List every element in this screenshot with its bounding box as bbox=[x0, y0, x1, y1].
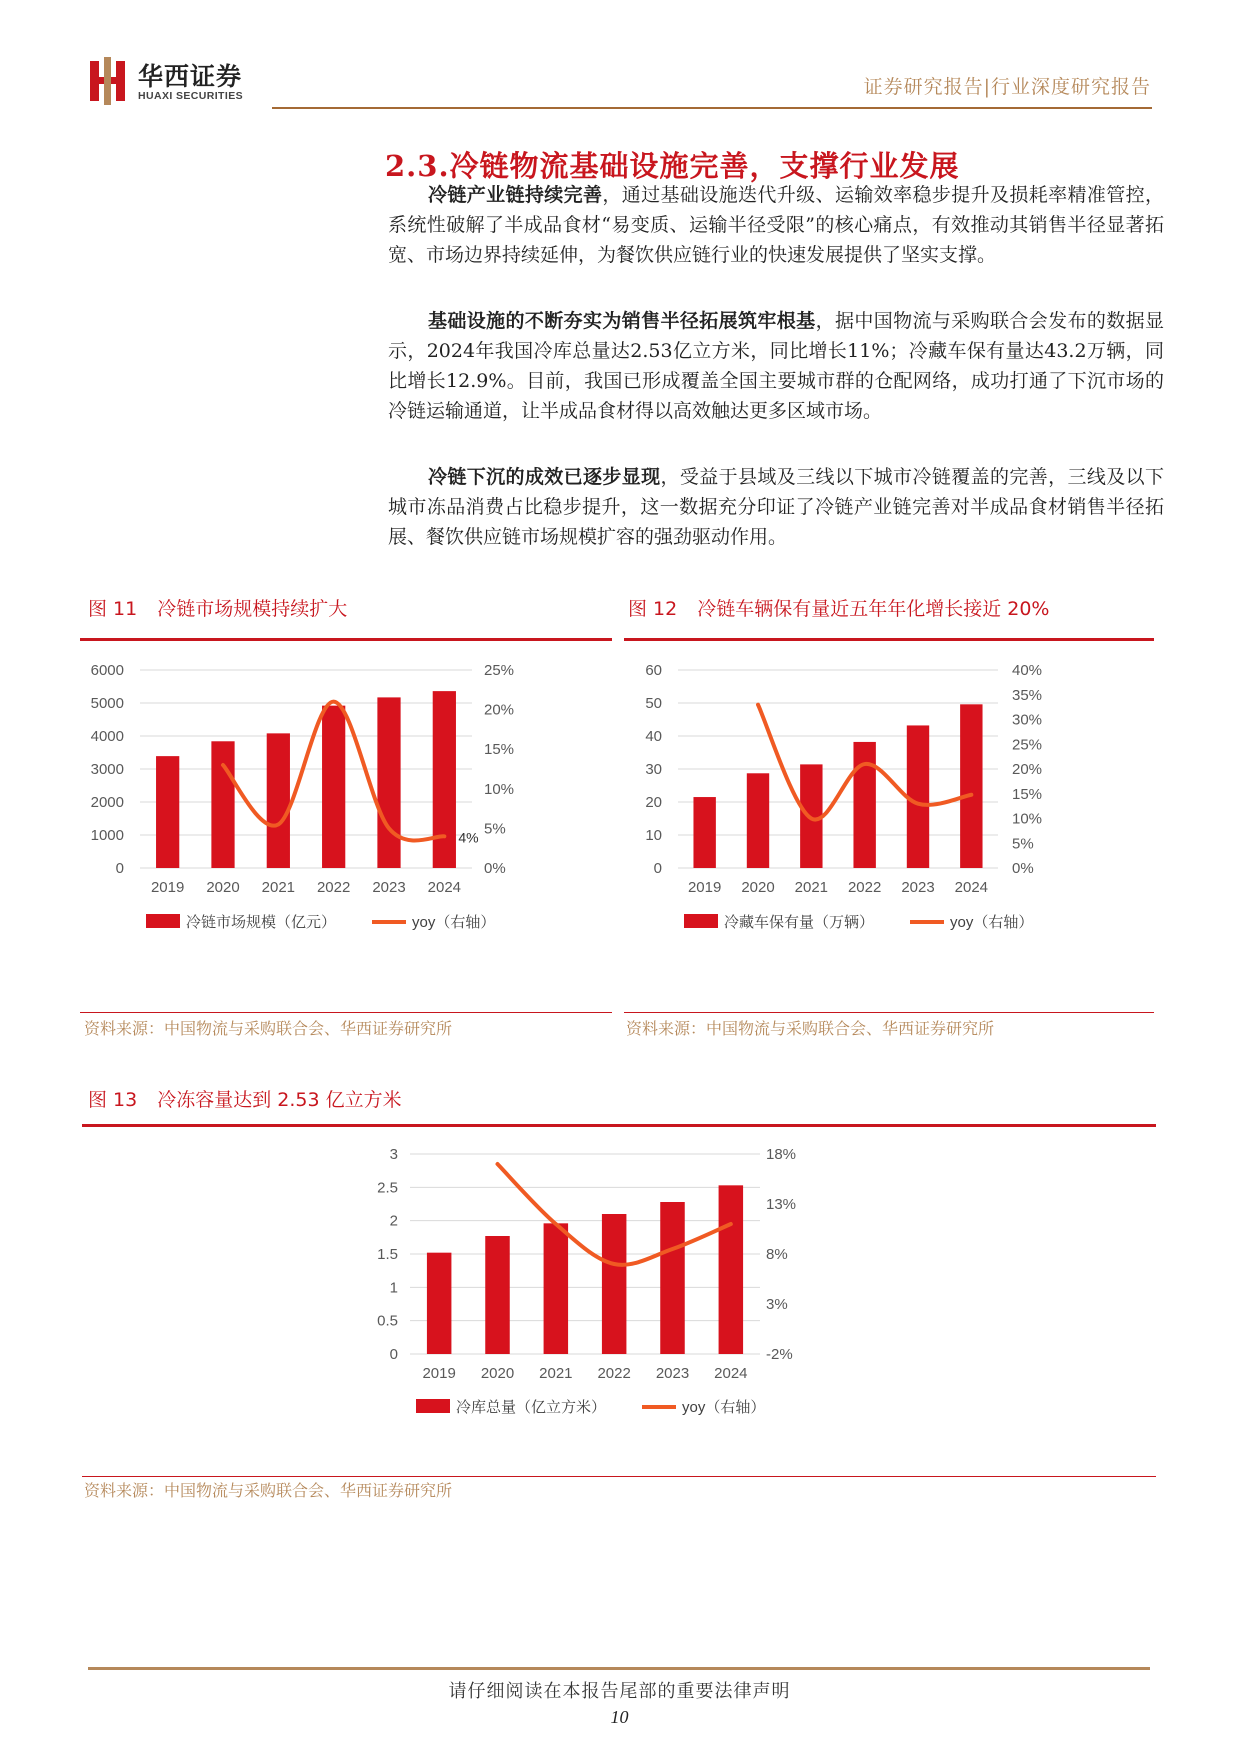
left-axis-tick-label: 2000 bbox=[90, 794, 124, 811]
x-axis-tick-label: 2021 bbox=[794, 879, 829, 896]
left-axis-tick-label: 4000 bbox=[90, 728, 124, 745]
bar bbox=[485, 1236, 510, 1354]
bar bbox=[433, 691, 456, 868]
x-axis-tick-label: 2022 bbox=[316, 879, 351, 896]
bar bbox=[693, 797, 715, 868]
figure-12-source: 资料来源：中国物流与采购联合会、华西证券研究所 bbox=[626, 1019, 995, 1038]
right-axis-tick-label: 5% bbox=[484, 820, 506, 838]
legend-line-label: yoy（右轴） bbox=[412, 914, 496, 931]
left-axis-tick-label: 10 bbox=[645, 827, 662, 844]
right-axis-tick-label: 15% bbox=[484, 741, 515, 759]
x-axis-tick-label: 2021 bbox=[261, 879, 296, 896]
left-axis-tick-label: 2.5 bbox=[377, 1179, 398, 1197]
figure-11-top-rule bbox=[80, 638, 612, 641]
bar bbox=[267, 733, 290, 868]
right-axis-tick-label: 40% bbox=[1012, 662, 1043, 679]
x-axis-tick-label: 2024 bbox=[954, 879, 989, 896]
huaxi-logo-icon bbox=[88, 57, 128, 105]
legend-bar-swatch bbox=[684, 914, 718, 928]
legend-bar-label: 冷库总量（亿立方米） bbox=[456, 1399, 607, 1416]
right-axis-tick-label: 10% bbox=[484, 780, 515, 798]
left-axis-tick-label: 3 bbox=[389, 1146, 398, 1163]
left-axis-tick-label: 1000 bbox=[90, 827, 124, 844]
legend-bar-label: 冷链市场规模（亿元） bbox=[186, 914, 337, 931]
legend-bar-swatch bbox=[146, 914, 180, 928]
legend-bar-label: 冷藏车保有量（万辆） bbox=[724, 914, 875, 931]
section-title: 2.3.冷链物流基础设施完善，支撑行业发展 bbox=[385, 149, 960, 183]
paragraph-3-lead: 冷链下沉的成效已逐步显现 bbox=[428, 466, 661, 488]
legend-line-label: yoy（右轴） bbox=[682, 1399, 766, 1416]
bar bbox=[719, 1185, 744, 1354]
x-axis-tick-label: 2020 bbox=[480, 1365, 515, 1382]
right-axis-tick-label: 13% bbox=[766, 1196, 797, 1213]
right-axis-tick-label: 35% bbox=[1012, 686, 1043, 704]
header-divider bbox=[272, 107, 1152, 109]
bar bbox=[377, 697, 400, 868]
figure-11-title bbox=[88, 594, 347, 621]
bar bbox=[660, 1202, 685, 1354]
paragraph-2-lead: 基础设施的不断夯实为销售半径拓展筑牢根基 bbox=[428, 310, 816, 332]
left-axis-tick-label: 0 bbox=[653, 860, 662, 877]
paragraph-1-lead: 冷链产业链持续完善 bbox=[428, 184, 603, 206]
right-axis-tick-label: 8% bbox=[766, 1246, 788, 1263]
x-axis-tick-label: 2021 bbox=[539, 1365, 573, 1382]
figure-13-chart bbox=[370, 1132, 900, 1476]
figure-12-number: 图 12 bbox=[628, 598, 678, 620]
left-axis-tick-label: 3000 bbox=[90, 761, 124, 778]
x-axis-tick-label: 2020 bbox=[206, 879, 240, 896]
left-axis-tick-label: 60 bbox=[645, 662, 662, 679]
figure-11-caption: 冷链市场规模持续扩大 bbox=[157, 598, 348, 620]
left-axis-tick-label: 0 bbox=[389, 1346, 398, 1363]
figure-12-caption: 冷链车辆保有量近五年年化增长接近 20% bbox=[697, 598, 1050, 620]
figure-13-number: 图 13 bbox=[88, 1089, 138, 1111]
x-axis-tick-label: 2024 bbox=[714, 1365, 748, 1382]
right-axis-tick-label: 3% bbox=[766, 1296, 788, 1313]
bar bbox=[907, 725, 929, 868]
paragraph-1 bbox=[388, 180, 1164, 270]
paragraph-3-body: ，受益于县域及三线以下城市冷链覆盖的完善，三线及以下城市冻品消费占比稳步提升，这一数据充分印证了冷链产业链完善对半成品食材销售半径拓展、餐饮供应链市场规模扩容的强劲驱动作用。 bbox=[388, 466, 1164, 548]
x-axis-tick-label: 2022 bbox=[847, 879, 882, 896]
logo-name-cn: 华西证券 bbox=[138, 62, 243, 91]
report-type: 证券研究报告|行业深度研究报告 bbox=[863, 76, 1151, 98]
figure-13-title bbox=[88, 1085, 402, 1112]
footer-divider bbox=[88, 1667, 1150, 1670]
footer-disclaimer: 请仔细阅读在本报告尾部的重要法律声明 bbox=[448, 1681, 791, 1702]
figure-12-title bbox=[628, 594, 1050, 621]
figure-11-bottom-rule bbox=[80, 1012, 612, 1013]
figure-12-bottom-rule bbox=[624, 1012, 1154, 1013]
bar bbox=[322, 706, 345, 868]
x-axis-tick-label: 2022 bbox=[597, 1365, 631, 1382]
x-axis-tick-label: 2023 bbox=[901, 879, 935, 896]
figure-11-number: 图 11 bbox=[88, 598, 138, 620]
paragraph-1-body: ，通过基础设施迭代升级、运输效率稳步提升及损耗率精准管控，系统性破解了半成品食材“易变质、运输半径受限”的核心痛点，有效推动其销售半径显著拓宽、市场边界持续延伸，为餐饮供应链行业的快速发展提供了坚实支撑。 bbox=[388, 184, 1164, 266]
logo-name-en: HUAXI SECURITIES bbox=[138, 90, 243, 102]
figure-12-top-rule bbox=[624, 638, 1154, 641]
bar bbox=[853, 742, 875, 868]
bar bbox=[211, 741, 234, 868]
left-axis-tick-label: 20 bbox=[645, 794, 662, 811]
paragraph-3 bbox=[388, 462, 1164, 552]
left-axis-tick-label: 1.5 bbox=[377, 1246, 398, 1263]
figure-13-source: 资料来源：中国物流与采购联合会、华西证券研究所 bbox=[84, 1481, 453, 1500]
figure-11-chart bbox=[82, 646, 612, 996]
figure-13-caption: 冷冻容量达到 2.53 亿立方米 bbox=[157, 1089, 402, 1111]
left-axis-tick-label: 1 bbox=[389, 1279, 398, 1297]
bar bbox=[427, 1253, 452, 1354]
paragraph-2-body: ，据中国物流与采购联合会发布的数据显示，2024年我国冷库总量达2.53亿立方米，同比增长11%；冷藏车保有量达43.2万辆，同比增长12.9%。目前，我国已形成覆盖全国主要城市群的仓配网络，成功打通了下沉市场的冷链运输通道，让半成品食材得以高效触达更多区域市场。 bbox=[388, 310, 1164, 422]
right-axis-tick-label: 10% bbox=[1012, 810, 1043, 828]
right-axis-tick-label: 18% bbox=[766, 1146, 797, 1163]
left-axis-tick-label: 50 bbox=[645, 695, 662, 712]
right-axis-tick-label: 20% bbox=[1012, 761, 1043, 778]
legend-bar-swatch bbox=[416, 1399, 450, 1413]
bar bbox=[544, 1223, 569, 1354]
x-axis-tick-label: 2019 bbox=[422, 1365, 456, 1382]
bar bbox=[156, 756, 179, 868]
right-axis-tick-label: 25% bbox=[484, 662, 515, 679]
data-label: 4% bbox=[458, 829, 479, 846]
left-axis-tick-label: 0 bbox=[115, 860, 124, 877]
legend-line-label: yoy（右轴） bbox=[950, 914, 1034, 931]
right-axis-tick-label: 0% bbox=[1012, 860, 1034, 877]
paragraph-2 bbox=[388, 306, 1164, 426]
left-axis-tick-label: 0.5 bbox=[377, 1312, 398, 1330]
left-axis-tick-label: 2 bbox=[389, 1212, 398, 1230]
figure-12-chart bbox=[626, 646, 1152, 996]
bar bbox=[960, 704, 982, 868]
figure-13-bottom-rule bbox=[82, 1476, 1156, 1477]
right-axis-tick-label: 5% bbox=[1012, 835, 1034, 853]
page-number: 10 bbox=[610, 1707, 629, 1727]
bar bbox=[747, 773, 769, 868]
x-axis-tick-label: 2019 bbox=[687, 879, 722, 896]
right-axis-tick-label: 25% bbox=[1012, 736, 1043, 754]
right-axis-tick-label: 15% bbox=[1012, 785, 1043, 803]
right-axis-tick-label: 0% bbox=[484, 860, 506, 877]
right-axis-tick-label: 30% bbox=[1012, 711, 1043, 729]
left-axis-tick-label: 40 bbox=[645, 728, 662, 745]
left-axis-tick-label: 6000 bbox=[90, 662, 124, 679]
right-axis-tick-label: 20% bbox=[484, 701, 515, 719]
figure-11-source: 资料来源：中国物流与采购联合会、华西证券研究所 bbox=[84, 1019, 453, 1038]
left-axis-tick-label: 5000 bbox=[90, 695, 124, 712]
x-axis-tick-label: 2023 bbox=[372, 879, 406, 896]
figure-13-top-rule bbox=[82, 1124, 1156, 1127]
bar bbox=[602, 1214, 627, 1354]
x-axis-tick-label: 2024 bbox=[427, 879, 462, 896]
x-axis-tick-label: 2019 bbox=[150, 879, 185, 896]
x-axis-tick-label: 2023 bbox=[655, 1365, 690, 1382]
x-axis-tick-label: 2020 bbox=[741, 879, 775, 896]
right-axis-tick-label: -2% bbox=[766, 1346, 793, 1363]
left-axis-tick-label: 30 bbox=[645, 761, 662, 778]
